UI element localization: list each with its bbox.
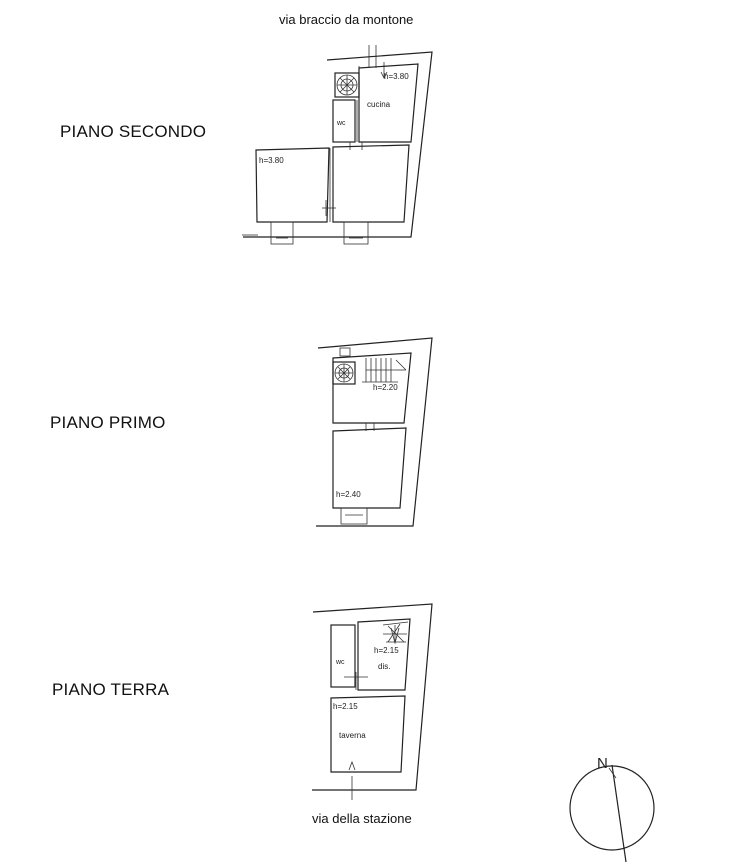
street-label-north: via braccio da montone	[279, 12, 414, 27]
room-label-dis: dis.	[378, 662, 391, 671]
floor-plan-ground	[312, 604, 432, 800]
staircase-ground	[383, 622, 408, 643]
height-label-second-kitchen: h=3.80	[384, 72, 409, 81]
height-label-second-left: h=3.80	[259, 156, 284, 165]
compass-north-label: N	[597, 755, 608, 772]
wc-room-ground	[331, 625, 355, 687]
height-label-first-lower: h=2.40	[336, 490, 361, 499]
north-compass	[570, 755, 654, 862]
compass-needle	[612, 765, 626, 862]
floor-title-first: PIANO PRIMO	[50, 413, 166, 432]
floor-title-ground: PIANO TERRA	[52, 680, 170, 699]
room-label-taverna: taverna	[339, 731, 366, 740]
staircase-first	[362, 358, 406, 382]
room-label-kitchen: cucina	[367, 100, 391, 109]
height-label-first-upper: h=2.20	[373, 383, 398, 392]
floor-title-second: PIANO SECONDO	[60, 122, 207, 141]
floor-plan-second	[242, 52, 432, 244]
room-label-wc-ground: wc	[336, 659, 345, 666]
room-label-wc-second: wc	[337, 120, 346, 127]
height-label-ground-dis: h=2.15	[374, 646, 399, 655]
street-label-south: via della stazione	[312, 811, 412, 826]
room-right-second	[333, 145, 409, 222]
compass-circle	[570, 766, 654, 850]
floor-plan-first	[316, 338, 432, 526]
height-label-ground-taverna: h=2.15	[333, 702, 358, 711]
